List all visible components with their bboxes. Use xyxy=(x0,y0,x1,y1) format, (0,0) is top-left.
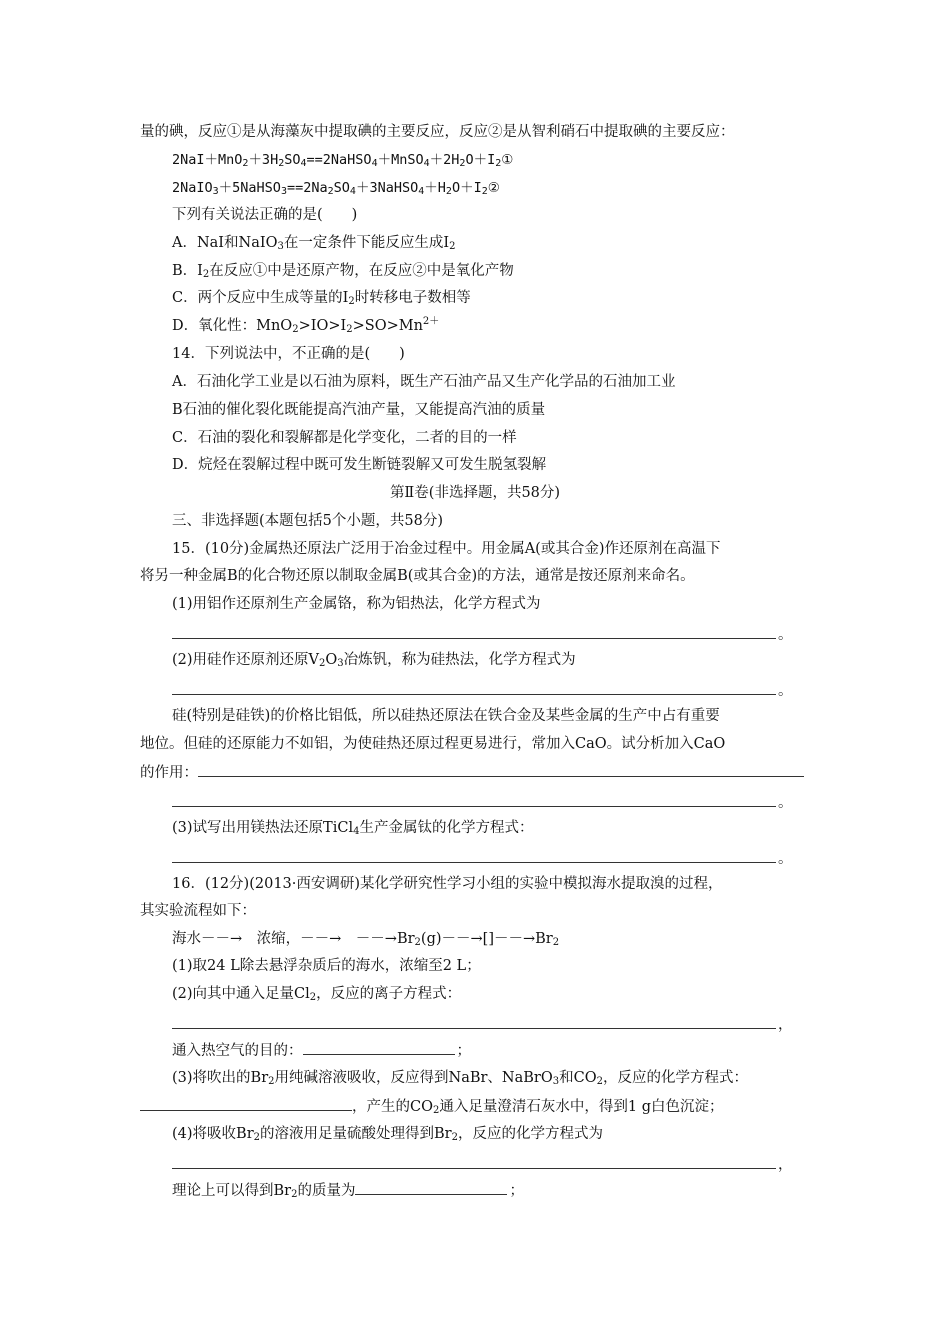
q16-mass xyxy=(172,1180,810,1200)
q15-text: (1)用铝作还原剂生产金属铬，称为铝热法，化学方程式为 xyxy=(172,596,541,612)
q14-stem-text: 14．下列说法中，不正确的是( ) xyxy=(172,346,405,362)
q16-text: (2)向其中通入足量Cl xyxy=(172,986,310,1002)
option-text: C．石油的裂化和裂解都是化学变化，二者的目的一样 xyxy=(172,430,517,446)
option-text: B石油的催化裂化既能提高汽油产量，又能提高汽油的质量 xyxy=(172,402,546,418)
q13-option-b[interactable] xyxy=(172,261,810,281)
q16-sub: 2 xyxy=(451,1132,458,1143)
eq1-sub: 4 xyxy=(423,158,430,169)
q15-para-1 xyxy=(172,706,810,726)
q16-sub: 2 xyxy=(309,992,317,1003)
q15-answer-2[interactable] xyxy=(172,680,793,700)
q16-answer-1[interactable] xyxy=(172,1014,793,1034)
eq2-part: O＋I xyxy=(451,180,482,196)
comma-mark: ， xyxy=(778,1157,793,1173)
answer-blank[interactable] xyxy=(172,624,776,639)
q15-sub: 3 xyxy=(337,658,344,669)
q15-text: 生产金属钛的化学方程式： xyxy=(359,820,534,836)
eq2-sub: 4 xyxy=(349,186,356,197)
eq1-part: 2NaI＋MnO xyxy=(172,152,243,168)
q16-step-2 xyxy=(172,984,810,1004)
q16-line-2 xyxy=(140,901,810,921)
section-title xyxy=(140,483,810,503)
intro-line xyxy=(140,122,810,142)
eq2-part: ＋3NaHSO xyxy=(355,180,419,196)
intro-text: 量的碘，反应①是从海藻灰中提取碘的主要反应，反应②是从智利硝石中提取碘的主要反应： xyxy=(140,124,735,140)
q15-sub: 2 xyxy=(319,658,326,669)
answer-blank[interactable] xyxy=(172,1154,776,1169)
q13-stem-text: 下列有关说法正确的是( ) xyxy=(172,207,358,223)
eq1-part: SO xyxy=(284,152,301,168)
q16-text: 其实验流程如下： xyxy=(140,903,256,919)
option-text: B．I xyxy=(172,263,203,279)
q15-answer-1[interactable] xyxy=(172,624,793,644)
q15-text: (2)用硅作还原剂还原V xyxy=(172,652,320,668)
option-text: >SO>Mn xyxy=(352,318,423,334)
eq1-sub: 2 xyxy=(242,158,249,169)
flow-text: (g)－－→[]－－→Br xyxy=(420,931,553,947)
q16-sub: 2 xyxy=(432,1105,440,1116)
q14-option-d[interactable] xyxy=(172,455,810,475)
period-mark: 。 xyxy=(778,851,793,867)
q16-text: ，反应的化学方程式： xyxy=(602,1070,748,1086)
eq2-part: ＋5NaHSO xyxy=(218,180,281,196)
option-text: 在一定条件下能反应生成I xyxy=(283,235,450,251)
q16-sub: 2 xyxy=(291,1189,298,1200)
semicolon-mark: ； xyxy=(456,1043,471,1059)
option-text: 在反应①中是还原产物，在反应②中是氧化产物 xyxy=(209,263,514,279)
q15-sub-2 xyxy=(172,650,810,670)
eq1-sub: 4 xyxy=(371,158,378,169)
q16-text: 理论上可以得到Br xyxy=(172,1183,292,1199)
q13-option-c[interactable] xyxy=(172,288,810,308)
eq1-part: ＋3H xyxy=(248,152,279,168)
option-sup: 2＋ xyxy=(422,316,440,327)
eq2-sub: 4 xyxy=(418,186,425,197)
eq2-part: 2NaIO xyxy=(172,180,213,196)
q16-text: 的溶液用足量硫酸处理得到Br xyxy=(260,1126,452,1142)
eq2-sub: 3 xyxy=(212,186,219,197)
eq2-part: ＋H xyxy=(424,180,446,196)
option-sub: 2 xyxy=(292,324,299,335)
option-text: D．氧化性：MnO xyxy=(172,318,293,334)
flow-sub: 2 xyxy=(552,937,560,948)
answer-blank[interactable] xyxy=(140,1096,352,1111)
period-mark: 。 xyxy=(778,683,793,699)
eq1-sub: 4 xyxy=(300,158,307,169)
q13-option-a[interactable] xyxy=(172,233,810,253)
answer-blank[interactable] xyxy=(172,680,776,695)
option-text: D．烷烃在裂解过程中既可发生断链裂解又可发生脱氢裂解 xyxy=(172,457,547,473)
option-sub: 2 xyxy=(348,296,355,307)
q15-sub-3 xyxy=(172,818,810,838)
q16-step-3 xyxy=(172,1068,810,1088)
eq2-part: ==2Na xyxy=(286,180,328,196)
answer-blank[interactable] xyxy=(172,1014,776,1029)
q16-text: ，反应的离子方程式： xyxy=(316,986,462,1002)
eq2-sub: 2 xyxy=(481,186,488,197)
q14-stem xyxy=(172,344,810,364)
answer-blank[interactable] xyxy=(198,762,804,777)
q16-text: 和CO xyxy=(559,1070,597,1086)
q15-text: 15．(10分)金属热还原法广泛用于冶金过程中。用金属A(或其合金)作还原剂在高温下 xyxy=(172,541,721,557)
q15-para-3 xyxy=(140,762,810,782)
q15-line-1 xyxy=(172,539,810,559)
answer-blank[interactable] xyxy=(355,1180,507,1195)
part-three-heading xyxy=(172,511,810,531)
option-sub: 3 xyxy=(277,241,284,252)
eq2-sub: 3 xyxy=(280,186,287,197)
q16-step-4 xyxy=(172,1124,810,1144)
part-three-text: 三、非选择题(本题包括5个小题，共58分) xyxy=(172,513,443,529)
q16-sub: 2 xyxy=(253,1132,261,1143)
eq1-part: ＋MnSO xyxy=(377,152,424,168)
eq2-sub: 2 xyxy=(445,186,452,197)
q16-text: 通入热空气的目的： xyxy=(172,1043,303,1059)
q16-text: (1)取24 L除去悬浮杂质后的海水，浓缩至2 L； xyxy=(172,958,481,974)
period-mark: 。 xyxy=(778,795,793,811)
equation-1 xyxy=(172,150,810,170)
q16-step-1 xyxy=(172,956,810,976)
q15-text: 冶炼钒，称为硅热法，化学方程式为 xyxy=(343,652,576,668)
answer-blank[interactable] xyxy=(303,1040,455,1055)
q15-line-2 xyxy=(140,566,810,586)
q15-answer-3[interactable] xyxy=(172,792,793,812)
option-text: >IO>I xyxy=(298,318,347,334)
q16-line-1 xyxy=(172,874,810,894)
eq1-sub: 2 xyxy=(278,158,285,169)
q15-answer-4[interactable] xyxy=(172,848,793,868)
option-text: A．石油化学工业是以石油为原料，既生产石油产品又生产化学品的石油加工业 xyxy=(172,374,676,390)
option-text: C．两个反应中生成等量的I xyxy=(172,290,349,306)
eq1-part: ==2NaHSO xyxy=(306,152,372,168)
q16-step-3-cont xyxy=(140,1096,810,1116)
option-text: A．NaI和NaIO xyxy=(172,235,278,251)
q16-sub: 3 xyxy=(552,1076,560,1087)
flow-sub: 2 xyxy=(414,937,421,948)
eq1-sub: 2 xyxy=(459,158,466,169)
q15-text: O xyxy=(325,652,338,668)
q16-hot-air xyxy=(172,1040,810,1060)
q13-stem xyxy=(172,205,810,225)
section-title-text: 第Ⅱ卷(非选择题，共58分) xyxy=(389,485,561,501)
eq1-mark: ① xyxy=(501,152,514,168)
q14-option-a[interactable] xyxy=(172,372,810,392)
q14-option-c[interactable] xyxy=(172,428,810,448)
q15-text: 的作用： xyxy=(140,765,198,781)
q16-text: 16．(12分)(2013·西安调研)某化学研究性学习小组的实验中模拟海水提取溴的过程， xyxy=(172,876,723,892)
q16-text: 的质量为 xyxy=(297,1183,356,1199)
q15-sub-1 xyxy=(172,594,810,614)
q15-para-2 xyxy=(140,734,810,754)
q16-text: 用纯碱溶液吸收，反应得到NaBr、NaBrO xyxy=(274,1070,553,1086)
semicolon-mark: ； xyxy=(509,1183,524,1199)
q16-sub: 2 xyxy=(596,1076,603,1087)
q16-sub: 2 xyxy=(268,1076,275,1087)
q16-text: (4)将吸收Br xyxy=(172,1126,254,1142)
q13-option-d[interactable] xyxy=(172,316,810,336)
q14-option-b[interactable] xyxy=(172,400,810,420)
eq1-part: ＋2H xyxy=(429,152,460,168)
q15-sub: 4 xyxy=(353,826,360,837)
option-sub: 2 xyxy=(449,241,456,252)
q16-answer-2[interactable] xyxy=(172,1154,793,1174)
option-text: 时转移电子数相等 xyxy=(354,290,471,306)
eq2-part: SO xyxy=(333,180,350,196)
eq1-sub: 2 xyxy=(495,158,502,169)
q16-text: 通入足量澄清石灰水中，得到1 g白色沉淀； xyxy=(439,1099,724,1115)
answer-blank[interactable] xyxy=(172,792,776,807)
eq2-sub: 2 xyxy=(327,186,334,197)
equation-2 xyxy=(172,178,810,198)
flow-text: 海水－－→ 浓缩，－－→ －－→Br xyxy=(172,931,415,947)
q15-text: (3)试写出用镁热法还原TiCl xyxy=(172,820,354,836)
eq2-mark: ② xyxy=(487,180,500,196)
q16-text: ，产生的CO xyxy=(352,1099,433,1115)
period-mark: 。 xyxy=(778,627,793,643)
q15-text: 地位。但硅的还原能力不如铝，为使硅热还原过程更易进行，常加入CaO。试分析加入CaO xyxy=(140,736,726,752)
q16-flow xyxy=(172,929,810,949)
q16-text: (3)将吹出的Br xyxy=(172,1070,269,1086)
eq1-part: O＋I xyxy=(465,152,496,168)
comma-mark: ， xyxy=(778,1017,793,1033)
q15-text: 硅(特别是硅铁)的价格比铝低，所以硅热还原法在铁合金及某些金属的生产中占有重要 xyxy=(172,708,720,724)
answer-blank[interactable] xyxy=(172,848,776,863)
q15-text: 将另一种金属B的化合物还原以制取金属B(或其合金)的方法，通常是按还原剂来命名。 xyxy=(140,568,695,584)
option-sub: 2 xyxy=(346,324,353,335)
option-sub: 2 xyxy=(202,269,210,280)
q16-text: ，反应的化学方程式为 xyxy=(457,1126,603,1142)
